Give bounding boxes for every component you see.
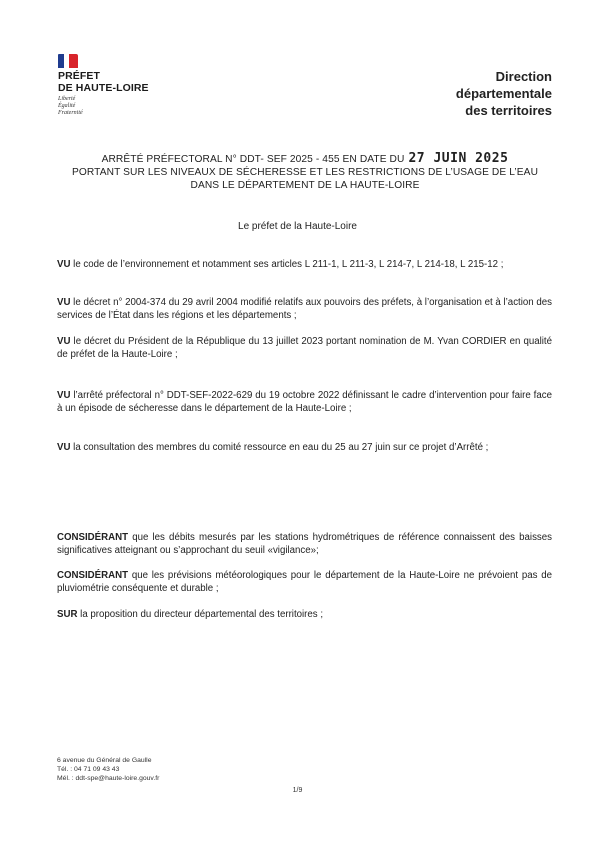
vu-keyword: VU <box>57 336 71 347</box>
vu-paragraph <box>57 442 552 455</box>
considerant-text: que les débits mesurés par les stations hydrométriques de référence connaissent des baisses significatives atteignant ou s’approchant du seuil «vigilance»; <box>57 532 552 556</box>
vu-keyword: VU <box>57 442 71 453</box>
motto: Liberté Égalité Fraternité <box>58 96 83 116</box>
vu-keyword: VU <box>57 390 71 401</box>
vu-text: la consultation des membres du comité ressource en eau du 25 au 27 juin sur ce projet d’Arrêté ; <box>70 442 489 453</box>
considerant-paragraph <box>57 532 552 557</box>
considerant-text: que les prévisions météorologiques pour le département de la Haute-Loire ne prévoient pas de pluviométrie conséquente et durable ; <box>57 570 552 594</box>
title-line-1 <box>60 152 550 166</box>
vu-text: le décret du Président de la République du 13 juillet 2023 portant nomination de M. Yvan CORDIER en qualité de préfet de la Haute-Loire ; <box>57 336 552 360</box>
vu-text: l’arrêté préfectoral n° DDT-SEF-2022-629 du 19 octobre 2022 définissant le cadre d’intervention pour faire face à un épisode de sécheresse dans le département de la Haute-Loire ; <box>57 390 552 414</box>
considerant-keyword: CONSIDÉRANT <box>57 532 129 543</box>
footer-email: Mél. : ddt-spe@haute-loire.gouv.fr <box>57 774 160 782</box>
vu-paragraph <box>57 259 552 272</box>
direction-title: Direction départementale des territoires <box>455 69 552 118</box>
vu-keyword: VU <box>57 259 71 270</box>
vu-text: le code de l’environnement et notamment ses articles L 211-1, L 211-3, L 214-7, L 214-18, L 215-12 ; <box>70 259 504 270</box>
page-number: 1/9 <box>292 787 303 794</box>
footer-address <box>57 757 159 783</box>
sur-keyword: SUR <box>57 609 78 620</box>
title-number: ARRÊTÉ PRÉFECTORAL N° DDT- SEF 2025 - 455 EN DATE DU <box>101 154 405 165</box>
title-line-2: PORTANT SUR LES NIVEAUX DE SÉCHERESSE ET LES RESTRICTIONS DE L’USAGE DE L’EAU <box>71 167 539 178</box>
vu-keyword: VU <box>57 297 71 308</box>
sur-paragraph <box>57 609 552 622</box>
sur-text: la proposition du directeur départemental des territoires ; <box>77 609 324 620</box>
marianne-flag-icon <box>58 54 78 68</box>
considerant-paragraph <box>57 570 552 595</box>
prefet-logo <box>58 54 149 117</box>
vu-paragraph <box>57 336 552 361</box>
title-line-3: DANS LE DÉPARTEMENT DE LA HAUTE-LOIRE <box>190 180 420 191</box>
decree-title <box>60 152 550 192</box>
org-name: PRÉFET DE HAUTE-LOIRE <box>58 70 149 94</box>
vu-paragraph <box>57 297 552 322</box>
footer-phone: Tél. : 04 71 09 43 43 <box>57 765 120 773</box>
vu-text: le décret n° 2004-374 du 29 avril 2004 modifié relatifs aux pouvoirs des préfets, à l’organisation et à l’action des services de l’État dans les régions et les départements ; <box>57 297 552 321</box>
date-stamp: 27 JUIN 2025 <box>408 151 509 166</box>
considerant-keyword: CONSIDÉRANT <box>57 570 129 581</box>
prefet-line: Le préfet de la Haute-Loire <box>238 221 357 232</box>
footer-street: 6 avenue du Général de Gaulle <box>57 757 152 764</box>
vu-paragraph <box>57 390 552 415</box>
